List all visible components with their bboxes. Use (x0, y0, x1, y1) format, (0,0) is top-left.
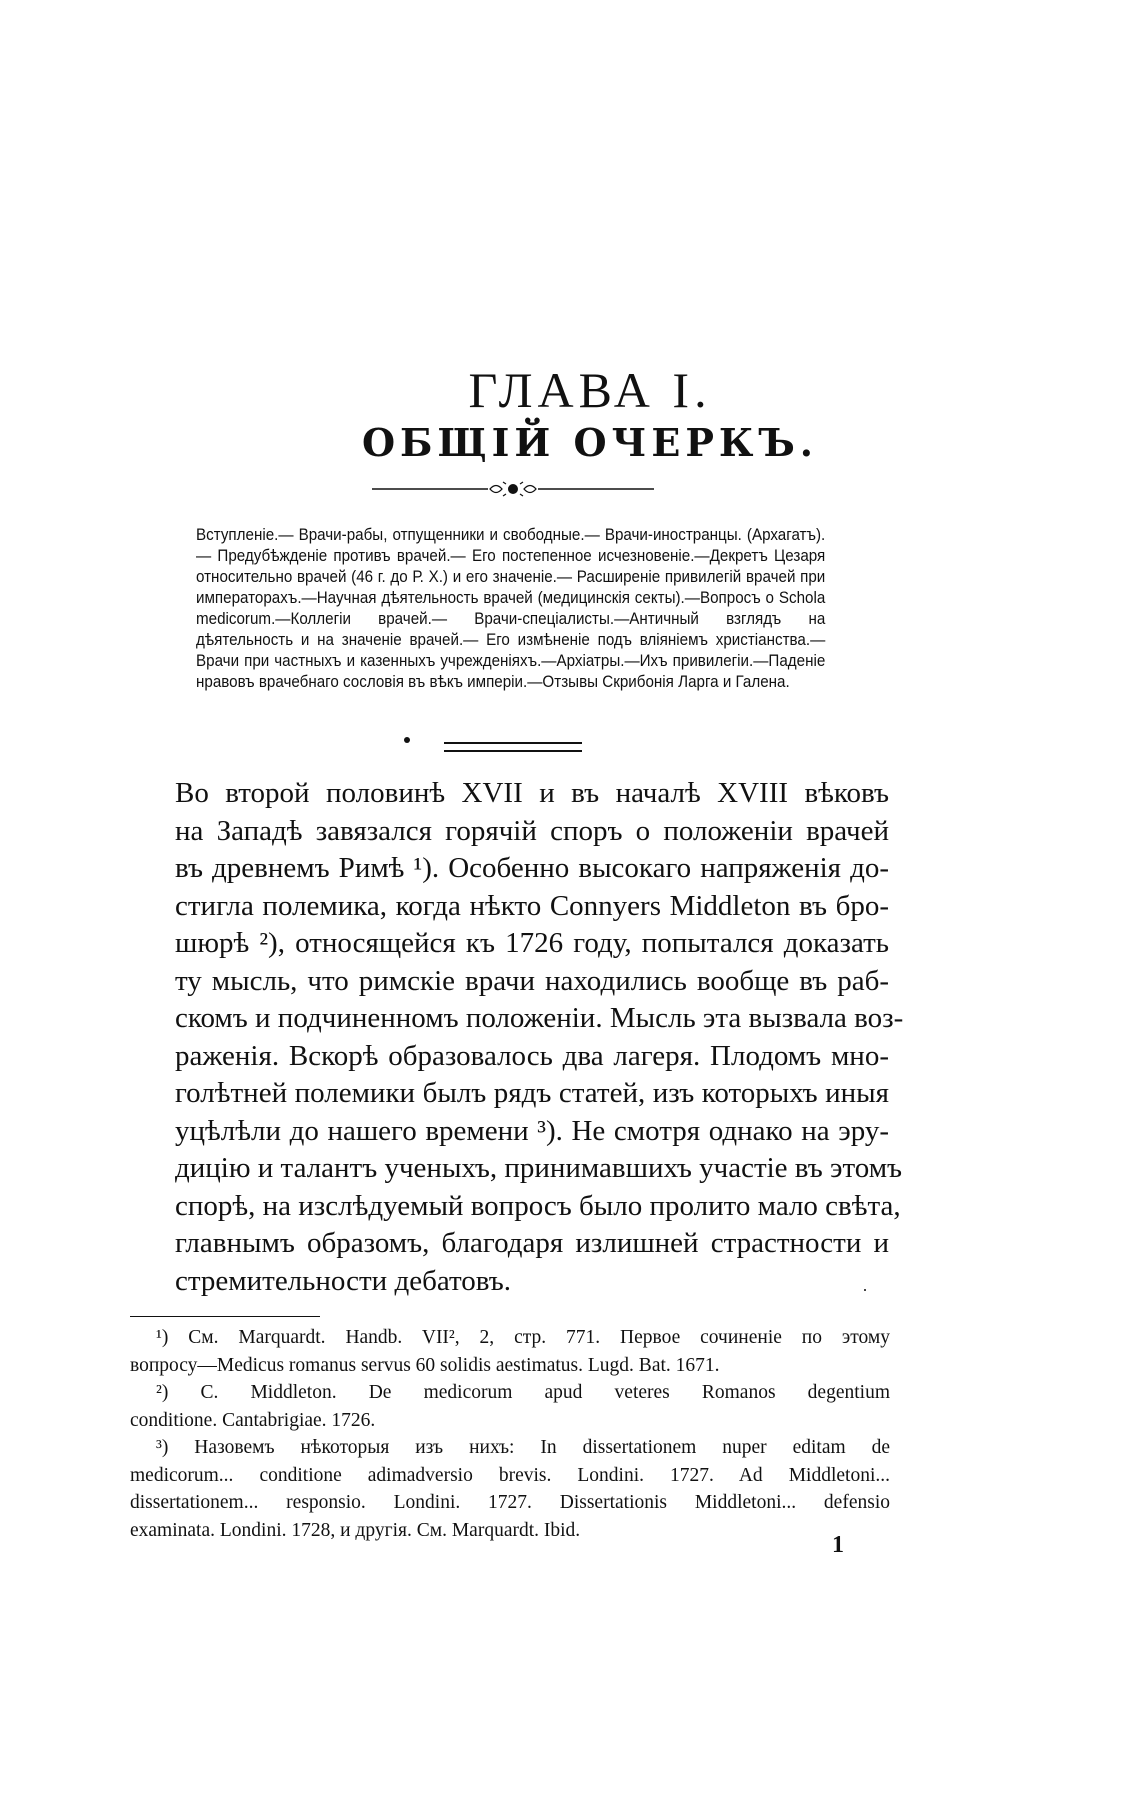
body-line: уцѣлѣли до нашего времени ³). Не смотря однако на эру- (175, 1114, 889, 1147)
main-paragraph (175, 775, 904, 1300)
body-line: голѣтней полемики былъ рядъ статей, изъ которыхъ иныя (175, 1077, 889, 1109)
chapter-title: ГЛАВА I. (468, 362, 712, 418)
body-line: спорѣ, на изслѣдуемый вопросъ было пролито мало свѣта, (175, 1189, 901, 1222)
body-line: стигла полемика, когда нѣкто Connyers Middleton въ бро- (175, 889, 889, 922)
body-line: стремительности дебатовъ. (175, 1264, 511, 1297)
body-line: ту мысль, что римскіе врачи находились вообще въ раб- (175, 964, 889, 997)
footnote-3-line: examinata. Londini. 1728, и другія. См. Marquardt. Ibid. (130, 1519, 581, 1541)
body-line: скомъ и подчиненномъ положеніи. Мысль эта вызвала воз- (175, 1002, 904, 1034)
page-number: 1 (832, 1532, 844, 1558)
body-line: въ древнемъ Римѣ ¹). Особенно высокаго напряженія до- (175, 852, 889, 884)
body-line: шюрѣ ²), относящейся къ 1726 году, попытался доказать (175, 927, 889, 959)
footnote-2-line: conditione. Cantabrigiae. 1726. (130, 1409, 376, 1431)
footnotes (130, 1324, 890, 1544)
body-line: главнымъ образомъ, благодаря излишней страстности и (175, 1227, 889, 1259)
footnote-3-line: ³) Назовемъ нѣкоторыя изъ нихъ: In dissertationem nuper editam de (156, 1437, 890, 1458)
footnote-rule (130, 1316, 320, 1317)
print-speck (864, 1289, 866, 1291)
footnote-3-line: dissertationem... responsio. Londini. 1727. Dissertationis Middletoni... defensio (130, 1492, 890, 1513)
body-line: Во второй половинѣ XVII и въ началѣ XVIII вѣковъ (175, 777, 889, 809)
footnote-2-line: ²) C. Middleton. De medicorum apud veteres Romanos degentium (156, 1382, 890, 1403)
chapter-subtitle: ОБЩІЙ ОЧЕРКЪ. (361, 420, 819, 465)
summary-dot (404, 737, 410, 743)
chapter-summary: Вступленіе.— Врачи-рабы, отпущенники и свободные.— Врачи-иностранцы. (Архагатъ).— Предубѣжденіе противъ врачей.— Его постепенное исчезновеніе.—Декретъ Цезаря относительно врачей (46 г. до Р. Х.) и его значеніе.— Расширеніе привилегій врачей при императорахъ.—Научная дѣятельность врачей (медицинскія секты).—Вопросъ о Schola medicorum.—Коллегіи врачей.— Врачи-спеціалисты.—Античный взглядъ на дѣятельность и на значеніе врачей.— Его измѣненіе подъ вліяніемъ христіанства.— Врачи при частныхъ и казенныхъ учрежденіяхъ.—Архіатры.—Ихъ привилегіи.—Паденіе нравовъ врачебнаго сословія въ вѣкъ имперіи.—Отзывы Скрибонія Ларга и Галена. (196, 526, 826, 691)
body-line: на Западѣ завязался горячій споръ о положеніи врачей (175, 814, 889, 847)
body-line: дицію и талантъ ученыхъ, принимавшихъ участіе въ этомъ (175, 1152, 903, 1184)
footnote-1-line: ¹) См. Marquardt. Handb. VII², 2, стр. 771. Первое сочиненіе по этому (156, 1327, 890, 1348)
footnote-3-line: medicorum... conditione adimadversio brevis. Londini. 1727. Ad Middletoni... (130, 1464, 890, 1486)
fleuron-icon (372, 481, 654, 497)
double-rule-divider (444, 742, 582, 752)
footnote-1-line: вопросу—Medicus romanus servus 60 solidis aestimatus. Lugd. Bat. 1671. (130, 1354, 720, 1376)
body-line: раженія. Вскорѣ образовалось два лагеря. Плодомъ мно- (175, 1039, 889, 1072)
